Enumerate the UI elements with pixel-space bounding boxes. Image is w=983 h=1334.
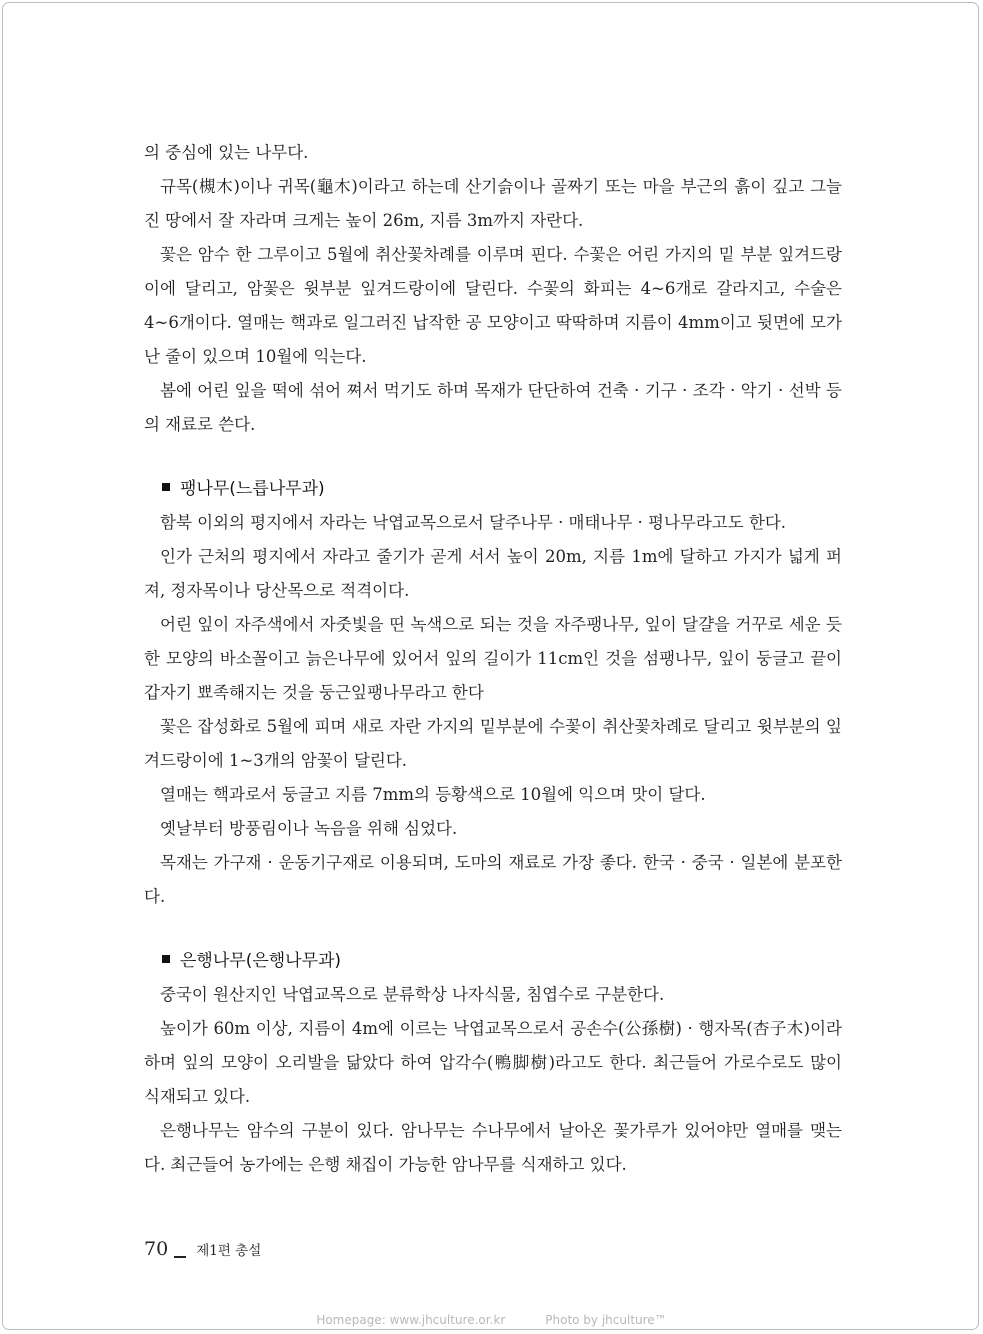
image-credits xyxy=(0,1313,983,1327)
photo-credit: Photo by jhculture™ xyxy=(545,1313,667,1327)
paragraph: 목재는 가구재 · 운동기구재로 이용되며, 도마의 재료로 가장 좋다. 한국 · 중국 · 일본에 분포한다. xyxy=(144,853,842,906)
square-bullet-icon xyxy=(162,483,170,491)
section-heading-text: 은행나무(은행나무과) xyxy=(180,951,342,971)
paragraph: 의 중심에 있는 나무다. xyxy=(144,143,309,162)
paragraph: 함북 이외의 평지에서 자라는 낙엽교목으로서 달주나무 · 매태나무 · 평나무라고도 한다. xyxy=(160,513,787,532)
paragraph: 꽃은 잡성화로 5월에 피며 새로 자란 가지의 밑부분에 수꽃이 취산꽃차례로 달리고 윗부분의 잎겨드랑이에 1~3개의 암꽃이 달린다. xyxy=(144,717,842,770)
section-heading xyxy=(144,944,842,978)
page-footer xyxy=(144,1238,261,1260)
section-gap xyxy=(144,914,842,944)
homepage-credit: Homepage: www.jhculture.or.kr xyxy=(316,1313,506,1327)
footer-section-name: 제1편 총설 xyxy=(196,1243,262,1259)
square-bullet-icon xyxy=(162,955,170,963)
page-number: 70 xyxy=(144,1238,169,1260)
section-heading xyxy=(144,472,842,506)
paragraph: 봄에 어린 잎을 떡에 섞어 쪄서 먹기도 하며 목재가 단단하여 건축 · 기구 · 조각 · 악기 · 선박 등의 재료로 쓴다. xyxy=(144,381,842,434)
paragraph: 옛날부터 방풍림이나 녹음을 위해 심었다. xyxy=(160,819,458,838)
paragraph: 열매는 핵과로서 둥글고 지름 7mm의 등황색으로 10월에 익으며 맛이 달다. xyxy=(160,785,706,804)
paragraph: 높이가 60m 이상, 지름이 4m에 이르는 낙엽교목으로서 공손수(公孫樹) · 행자목(杏子木)이라 하며 잎의 모양이 오리발을 닮았다 하여 압각수(鴨脚樹)라고도 한다. 최근들어 가로수로도 많이 식재되고 있다. xyxy=(144,1019,842,1106)
paragraph: 어린 잎이 자주색에서 자줏빛을 띤 녹색으로 되는 것을 자주팽나무, 잎이 달걀을 거꾸로 세운 듯한 모양의 바소꼴이고 늙은나무에 있어서 잎의 길이가 11cm인 것을 섬팽나무, 잎이 둥글고 끝이 갑자기 뾰족해지는 것을 둥근잎팽나무라고 한다 xyxy=(144,615,842,702)
paragraph: 은행나무는 암수의 구분이 있다. 암나무는 수나무에서 날아온 꽃가루가 있어야만 열매를 맺는다. 최근들어 농가에는 은행 채집이 가능한 암나무를 식재하고 있다. xyxy=(144,1121,842,1174)
paragraph: 인가 근처의 평지에서 자라고 줄기가 곧게 서서 높이 20m, 지름 1m에 달하고 가지가 넓게 퍼져, 정자목이나 당산목으로 적격이다. xyxy=(144,547,842,600)
footer-divider xyxy=(174,1256,186,1258)
paragraph: 규목(槻木)이나 귀목(龜木)이라고 하는데 산기슭이나 골짜기 또는 마을 부근의 흙이 깊고 그늘진 땅에서 잘 자라며 크게는 높이 26m, 지름 3m까지 자란다. xyxy=(144,177,842,230)
paragraph: 꽃은 암수 한 그루이고 5월에 취산꽃차례를 이루며 핀다. 수꽃은 어린 가지의 밑 부분 잎겨드랑이에 달리고, 암꽃은 윗부분 잎겨드랑이에 달린다. 수꽃의 화피는 4~6개로 갈라지고, 수술은 4~6개이다. 열매는 핵과로 일그러진 납작한 공 모양이고 딱딱하며 지름이 4mm이고 뒷면에 모가 난 줄이 있으며 10월에 익는다. xyxy=(144,245,842,366)
section-gap xyxy=(144,442,842,472)
section-heading-text: 팽나무(느릅나무과) xyxy=(180,479,325,499)
page-content xyxy=(144,136,842,1182)
paragraph: 중국이 원산지인 낙엽교목으로 분류학상 나자식물, 침엽수로 구분한다. xyxy=(160,985,665,1004)
